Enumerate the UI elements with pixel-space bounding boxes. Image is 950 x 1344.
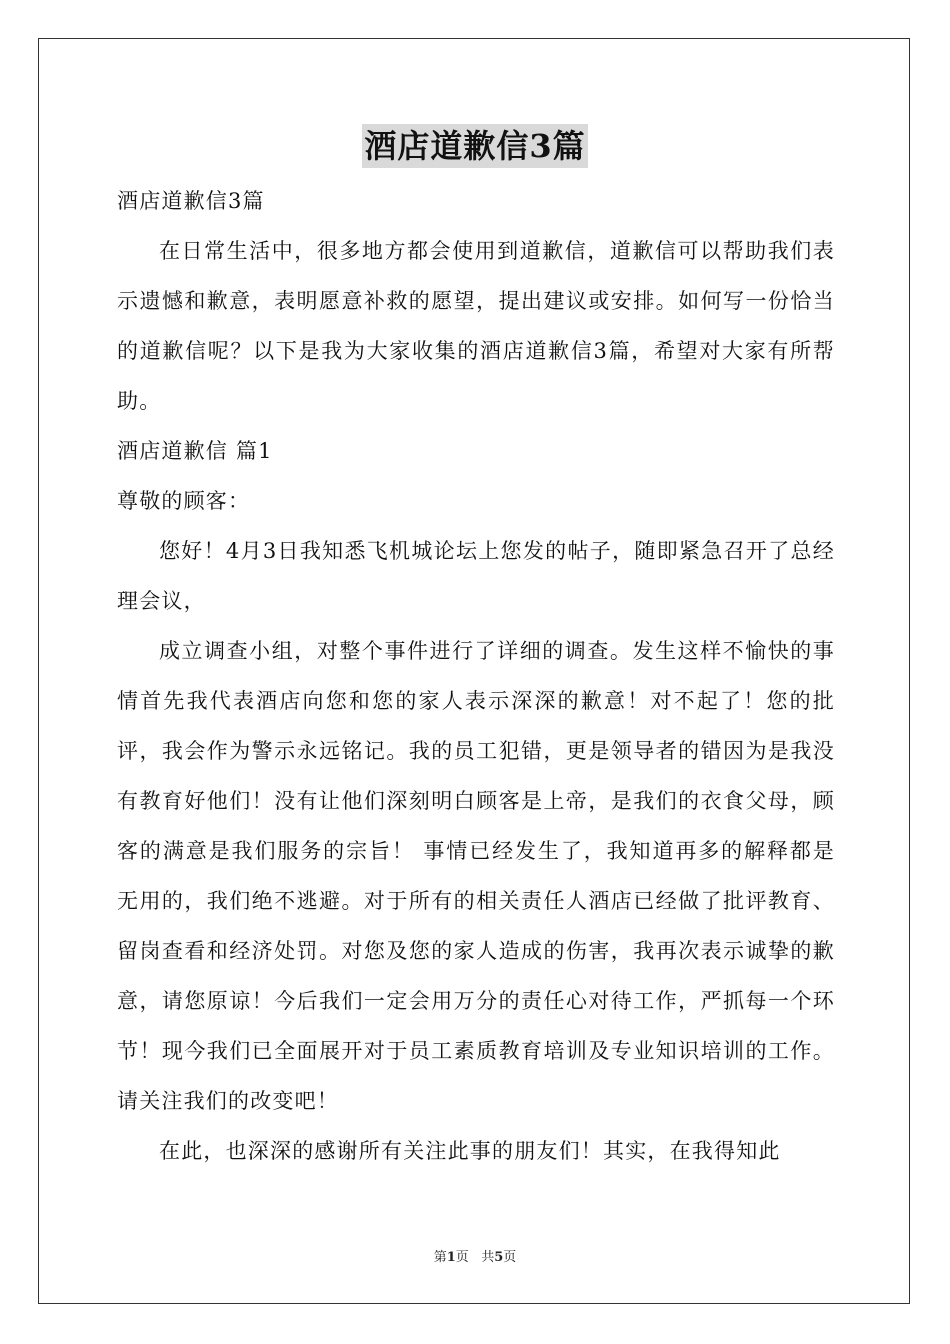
body-paragraph: 您好！4月3日我知悉飞机城论坛上您发的帖子，随即紧急召开了总经理会议，: [117, 539, 835, 613]
document-body: [117, 176, 835, 1176]
page-footer: [0, 1246, 950, 1265]
page-current: 1: [446, 1250, 456, 1265]
title-container: [0, 124, 950, 168]
subtitle: 酒店道歉信3篇: [117, 189, 265, 213]
total-prefix: 共: [481, 1250, 495, 1265]
body-paragraph: 成立调查小组，对整个事件进行了详细的调查。发生这样不愉快的事情首先我代表酒店向您和您的家人表示深深的歉意！对不起了！您的批评，我会作为警示永远铭记。我的员工犯错，更是领导者的错因为是我没有教育好他们！没有让他们深刻明白顾客是上帝，是我们的衣食父母，顾客的满意是我们服务的宗旨！ 事情已经发生了，我知道再多的解释都是无用的，我们绝不逃避。对于所有的相关责任人酒店已经做了批评教育、留岗查看和经济处罚。对您及您的家人造成的伤害，我再次表示诚挚的歉意，请您原谅！今后我们一定会用万分的责任心对待工作，严抓每一个环节！现今我们已全面展开对于员工素质教育培训及专业知识培训的工作。请关注我们的改变吧！: [117, 639, 835, 1113]
page-total: 5: [494, 1250, 504, 1265]
salutation: 尊敬的顾客：: [117, 489, 251, 513]
intro-paragraph: 在日常生活中，很多地方都会使用到道歉信，道歉信可以帮助我们表示遗憾和歉意，表明愿意补救的愿望，提出建议或安排。如何写一份恰当的道歉信呢？以下是我为大家收集的酒店道歉信3篇，希望对大家有所帮助。: [117, 239, 835, 413]
section-heading: 酒店道歉信 篇1: [117, 439, 273, 463]
total-suffix: 页: [503, 1250, 517, 1265]
page-suffix: 页: [455, 1250, 469, 1265]
page-prefix: 第: [433, 1250, 447, 1265]
body-paragraph: 在此，也深深的感谢所有关注此事的朋友们！其实，在我得知此: [159, 1139, 781, 1163]
document-title: 酒店道歉信3篇: [362, 124, 587, 168]
